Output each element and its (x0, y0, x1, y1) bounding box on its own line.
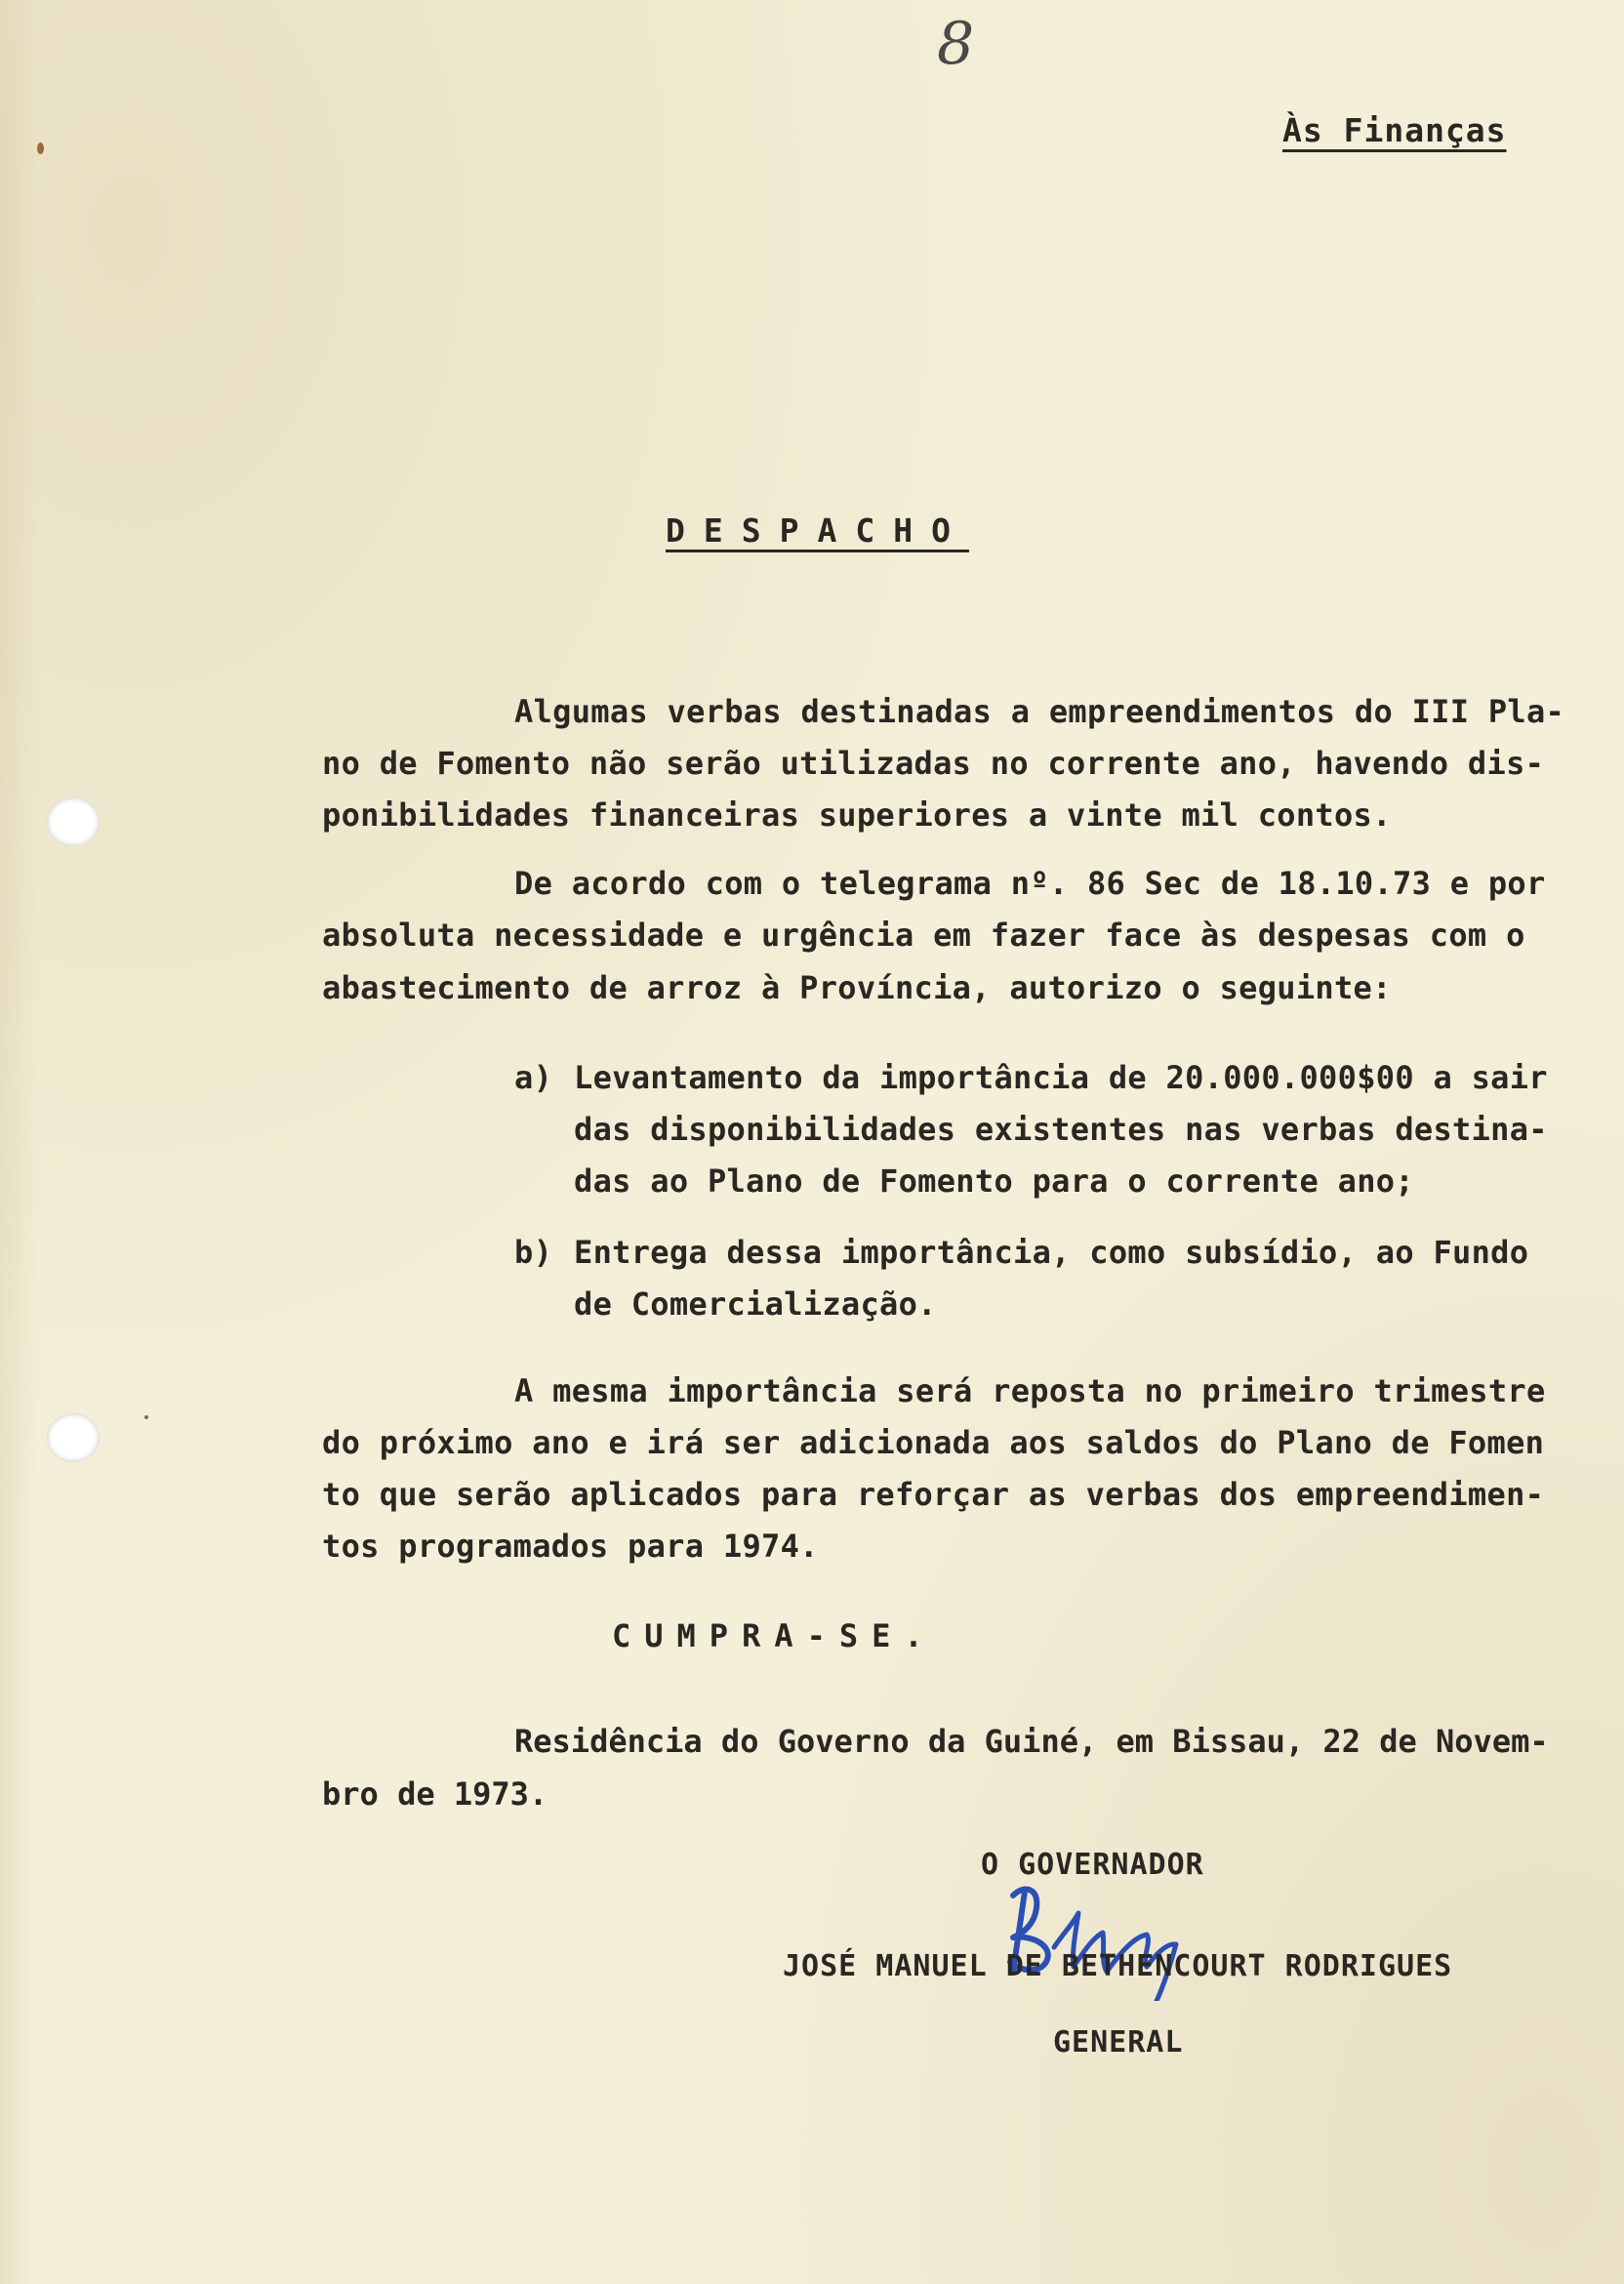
paper-stain (37, 143, 44, 154)
item-a-line-2: das disponibilidades existentes nas verbas destina- (574, 1111, 1548, 1148)
paragraph-1-line-1: Algumas verbas destinadas a empreendimentos do III Pla- (514, 693, 1565, 730)
document-title: DESPACHO (666, 511, 969, 550)
handwritten-page-number: 8 (937, 10, 975, 78)
item-a-line-1: Levantamento da importância de 20.000.000$00 a sair (574, 1059, 1548, 1096)
paragraph-2-line-3: abastecimento de arroz à Província, autorizo o seguinte: (322, 969, 1392, 1006)
paragraph-1-line-2: no de Fomento não serão utilizadas no corrente ano, havendo dis- (322, 745, 1545, 782)
signatory-name: JOSÉ MANUEL DE BETHENCOURT RODRIGUES (783, 1949, 1453, 1983)
paragraph-3-line-1: A mesma importância será reposta no primeiro trimestre (514, 1372, 1546, 1409)
signatory-title: O GOVERNADOR (981, 1848, 1204, 1882)
item-a-line-3: das ao Plano de Fomento para o corrente ano; (574, 1162, 1414, 1200)
punch-hole-upper (47, 797, 100, 846)
item-a-marker: a) (514, 1059, 553, 1096)
order-cumpra-se: CUMPRA-SE. (612, 1617, 937, 1654)
paragraph-3-line-3: to que serão aplicados para reforçar as verbas dos empreendimen- (322, 1476, 1545, 1513)
routing-note: Às Finanças (1282, 111, 1507, 149)
paragraph-2-line-2: absoluta necessidade e urgência em fazer face às despesas com o (322, 917, 1525, 954)
paragraph-2-line-1: De acordo com o telegrama nº. 86 Sec de 18.10.73 e por (514, 865, 1546, 902)
closing-line-2: bro de 1973. (322, 1775, 548, 1813)
item-b-marker: b) (514, 1234, 553, 1271)
closing-line-1: Residência do Governo da Guiné, em Bissau, 22 de Novem- (514, 1723, 1549, 1760)
punch-hole-lower (47, 1413, 100, 1462)
item-b-line-2: de Comercialização. (574, 1285, 937, 1323)
paper-speck (144, 1415, 148, 1419)
signatory-rank: GENERAL (1053, 2025, 1184, 2060)
paragraph-3-line-4: tos programados para 1974. (322, 1528, 819, 1565)
paragraph-3-line-2: do próximo ano e irá ser adicionada aos saldos do Plano de Fomen (322, 1424, 1545, 1461)
paragraph-1-line-3: ponibilidades financeiras superiores a vinte mil contos. (322, 796, 1392, 834)
item-b-line-1: Entrega dessa importância, como subsídio, ao Fundo (574, 1234, 1529, 1271)
